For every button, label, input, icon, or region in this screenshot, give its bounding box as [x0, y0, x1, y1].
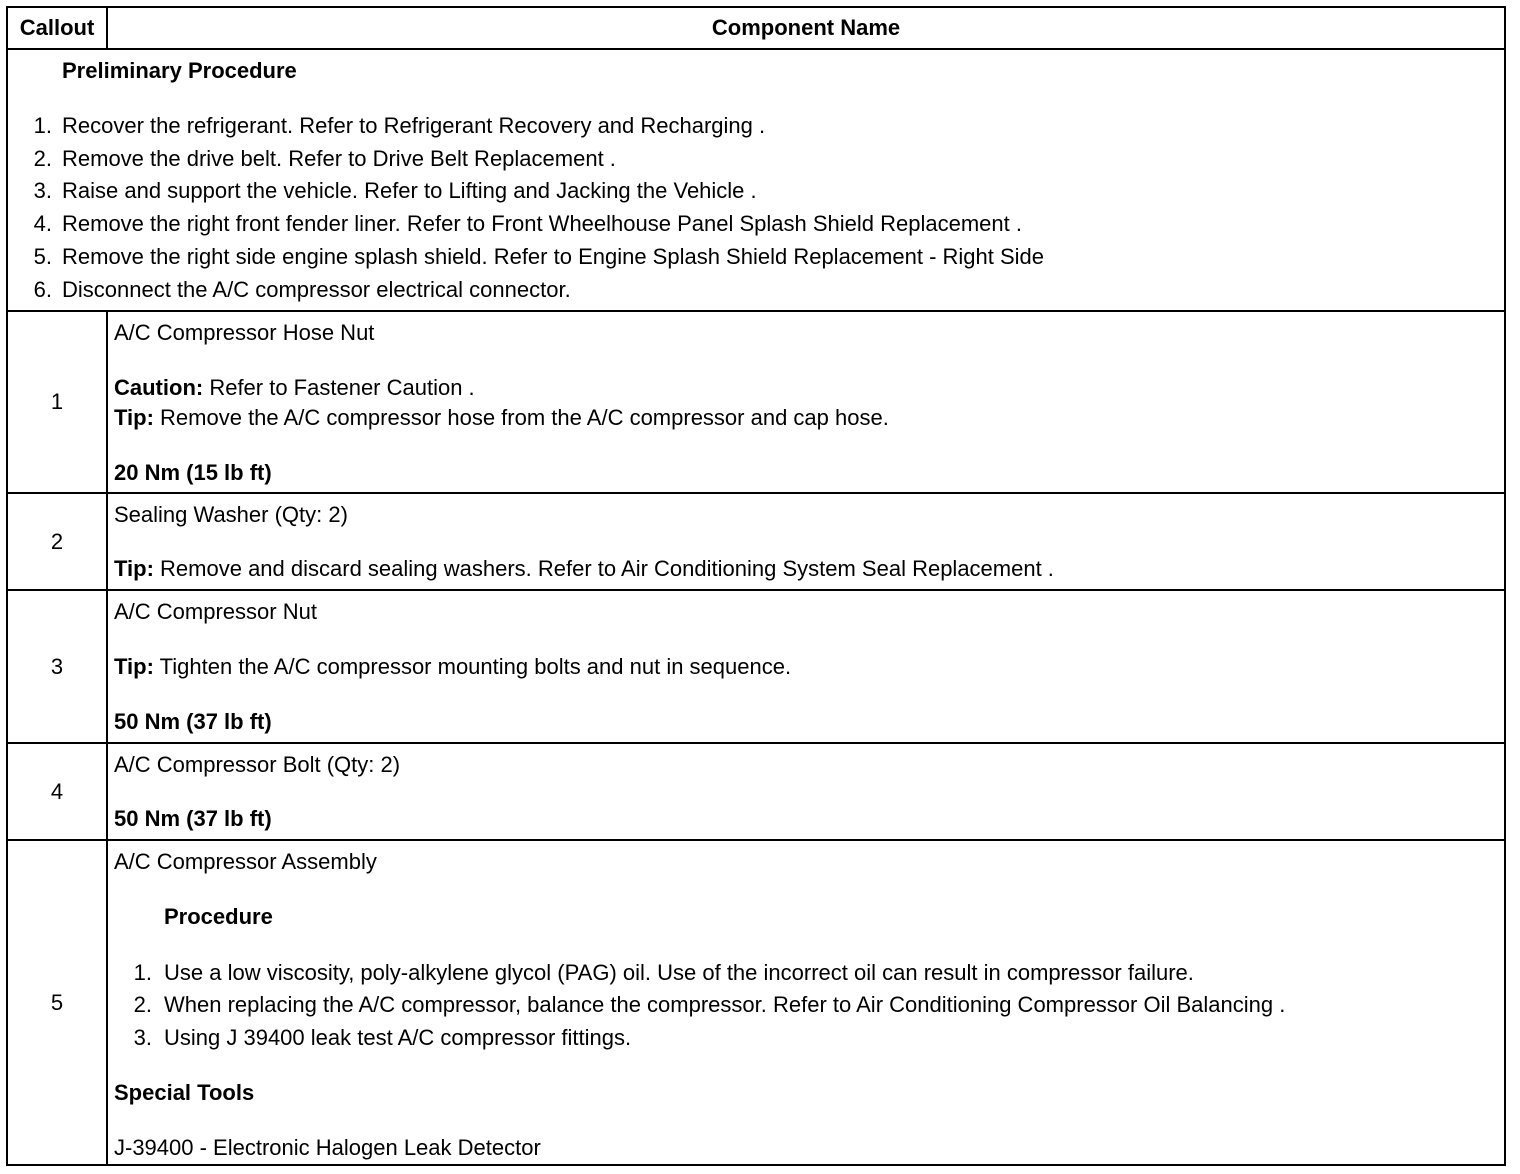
tip-note: Tip: Tighten the A/C compressor mounting bolts and nut in sequence. [114, 654, 792, 679]
tip-note: Tip: Remove and discard sealing washers. Refer to Air Conditioning System Seal Replacement . [114, 556, 1054, 581]
list-item: 1. Recover the refrigerant. Refer to Refrigerant Recovery and Recharging . [33, 113, 766, 138]
callout-number: 3 [50, 653, 64, 679]
list-item: 2. When replacing the A/C compressor, balance the compressor. Refer to Air Conditioning Compressor Oil Balancing . [133, 992, 1286, 1017]
list-item: 3. Using J 39400 leak test A/C compressor fittings. [133, 1025, 632, 1050]
component-name: A/C Compressor Nut [114, 599, 317, 624]
list-item: 4. Remove the right front fender liner. Refer to Front Wheelhouse Panel Splash Shield Replacement . [33, 211, 1022, 236]
component-name: Sealing Washer (Qty: 2) [114, 502, 348, 527]
table-header-row [8, 8, 1504, 50]
component-name: A/C Compressor Hose Nut [114, 320, 375, 345]
table-row [8, 744, 1504, 841]
list-item: 5. Remove the right side engine splash shield. Refer to Engine Splash Shield Replacement - Right Side [33, 244, 1045, 269]
special-tool: J-39400 - Electronic Halogen Leak Detector [114, 1135, 541, 1160]
table-row [8, 312, 1504, 494]
callout-number: 1 [50, 389, 64, 414]
table-row [8, 841, 1504, 1164]
list-item: 2. Remove the drive belt. Refer to Drive Belt Replacement . [33, 146, 616, 171]
caution-note: Caution: Refer to Fastener Caution . [114, 375, 475, 400]
procedure-title: Procedure [164, 904, 273, 929]
component-name-header: Component Name [711, 15, 901, 40]
callout-number: 2 [50, 528, 64, 554]
list-item: 1. Use a low viscosity, poly-alkylene glycol (PAG) oil. Use of the incorrect oil can result in compressor failure. [133, 960, 1194, 985]
torque-value: 50 Nm (37 lb ft) [114, 806, 272, 831]
list-item: 6. Disconnect the A/C compressor electrical connector. [33, 277, 571, 302]
component-name: A/C Compressor Assembly [114, 849, 377, 874]
list-item: 3. Raise and support the vehicle. Refer to Lifting and Jacking the Vehicle . [33, 178, 757, 203]
component-name: A/C Compressor Bolt (Qty: 2) [114, 752, 401, 777]
table-row [8, 494, 1504, 591]
preliminary-procedure-row [8, 50, 1504, 312]
procedure-table [6, 6, 1506, 1166]
special-tools-title: Special Tools [114, 1080, 255, 1105]
preliminary-title: Preliminary Procedure [62, 58, 297, 83]
torque-value: 50 Nm (37 lb ft) [114, 709, 272, 734]
callout-number: 5 [50, 989, 64, 1015]
torque-value: 20 Nm (15 lb ft) [114, 460, 272, 485]
table-row [8, 591, 1504, 744]
callout-number: 4 [50, 778, 64, 804]
callout-header: Callout [19, 15, 95, 40]
tip-note: Tip: Remove the A/C compressor hose from the A/C compressor and cap hose. [114, 405, 889, 430]
